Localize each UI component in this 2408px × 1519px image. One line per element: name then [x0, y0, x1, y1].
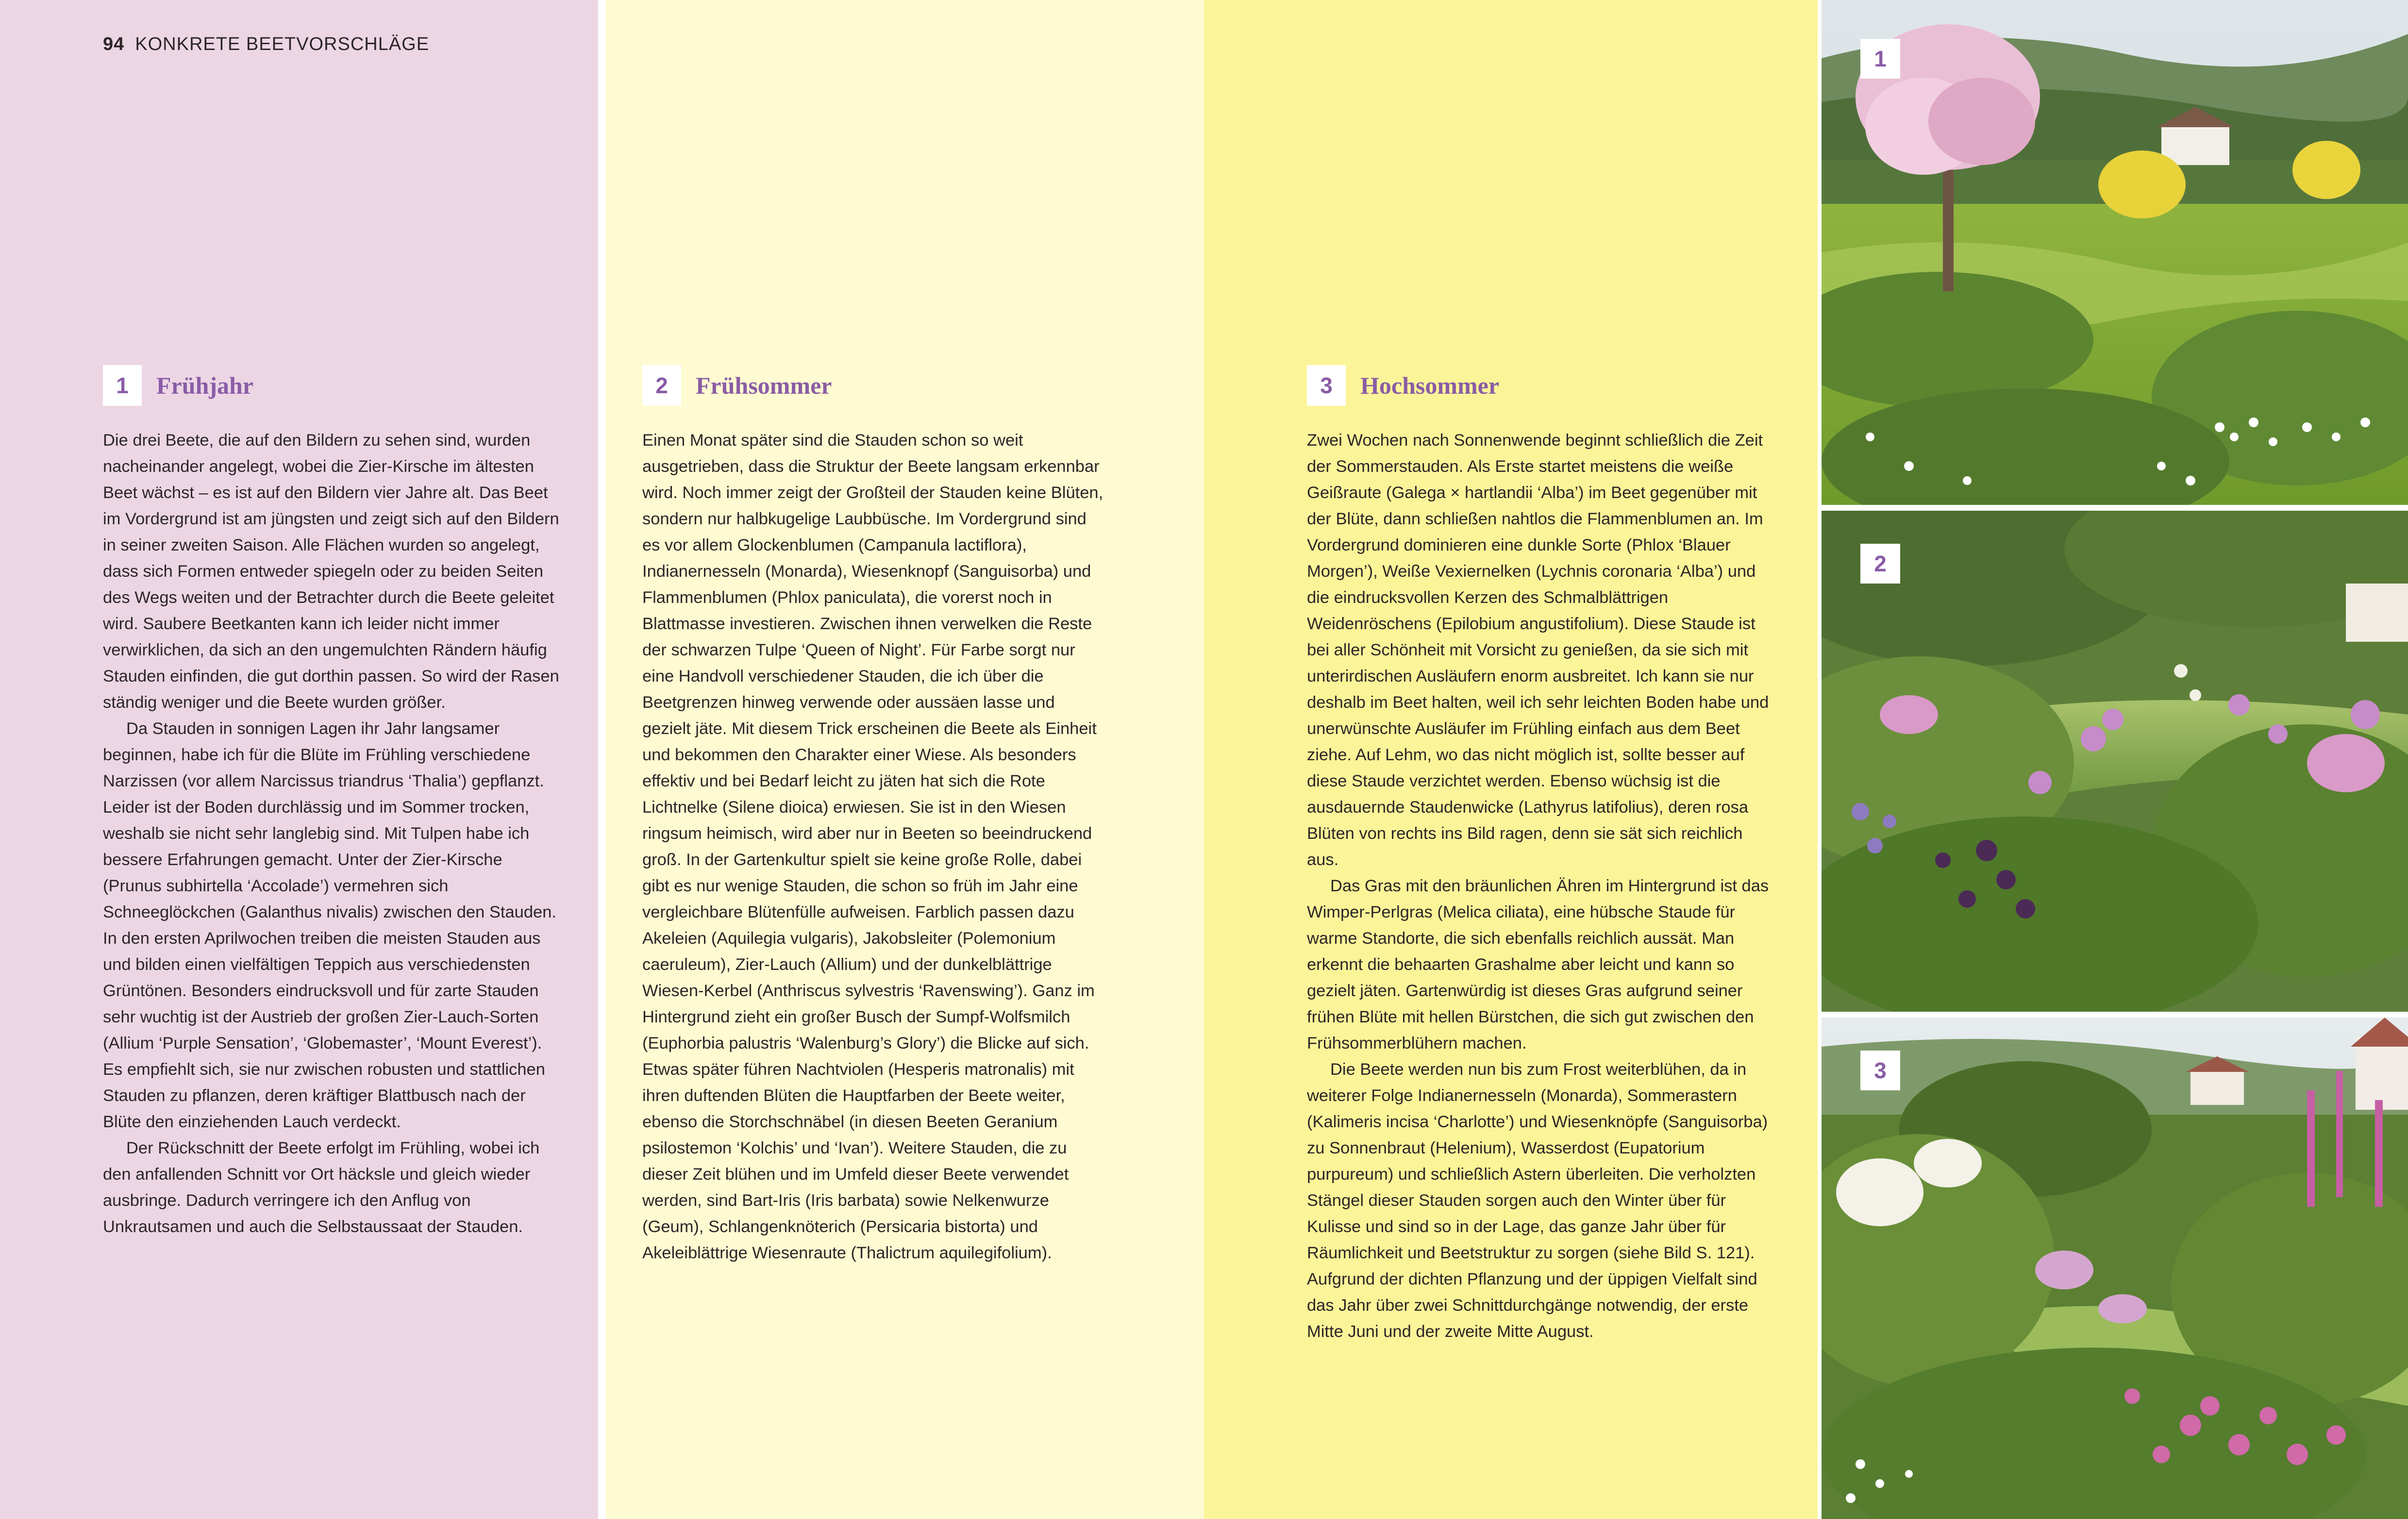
section-title: Frühjahr — [156, 372, 253, 399]
paragraph: Die drei Beete, die auf den Bildern zu sehen sind, wurden nacheinander angelegt, wobei die Zier-Kirsche im ältesten Beet wächst – es ist auf den Bildern vier Jahre alt. Das Beet im Vordergrund ist am jüngsten und zeigt sich auf den Bildern in seiner zweiten Saison. Alle Flächen wurden so angelegt, dass sich Formen entweder spiegeln oder zu beiden Seiten des Wegs weiten und der Betrachter durch die Beete geleitet wird. Saubere Beetkanten kann ich leider nicht immer verwirklichen, da sich an den ungemulchten Rändern häufig Stauden einfinden, die gut dorthin passen. So wird der Rasen ständig weniger und die Beete wurden größer. — [103, 431, 559, 712]
garden-photo-illustration — [1822, 0, 2408, 505]
column-divider — [598, 0, 606, 1519]
section-number-badge: 2 — [642, 365, 681, 406]
page-number: 94 — [103, 34, 125, 54]
paragraph: Da Stauden in sonnigen Lagen ihr Jahr langsamer beginnen, habe ich für die Blüte im Frühling verschiedene Narzissen (vor allem Narcissus triandrus ‘Thalia’) gepflanzt. Leider ist der Boden durchlässig und im Sommer trocken, weshalb sie nicht sehr langlebig sind. Mit Tulpen habe ich bessere Erfahrungen gemacht. Unter der Zier-Kirsche (Prunus subhirtella ‘Accolade’) vermehren sich Schneeglöckchen (Galanthus nivalis) zwischen den Stauden. In den ersten Aprilwochen treiben die meisten Stauden aus und bilden einen vielfältigen Teppich aus verschiedensten Grüntönen. Besonders eindrucksvoll und für zarte Stauden sehr wuchtig ist der Austrieb der großen Zier-Lauch-Sorten (Allium ‘Purple Sensation’, ‘Globemaster’, ‘Mount Everest’). Es empfiehlt sich, sie nur zwischen robusten und stattlichen Stauden zu pflanzen, deren kräftiger Blattbusch nach der Blüte den einziehenden Lauch verdeckt. — [103, 719, 556, 1131]
section-heading-spring — [103, 365, 253, 406]
section-heading-high-summer — [1307, 365, 1499, 406]
photo-number-badge: 1 — [1860, 39, 1900, 79]
paragraph: Zwei Wochen nach Sonnenwende beginnt schließlich die Zeit der Sommerstauden. Als Erste startet meistens die weiße Geißraute (Galega × hartlandii ‘Alba’) im Beet gegenüber mit der Blüte, dann schließen nahtlos die Flammenblumen an. Im Vordergrund dominieren eine dunkle Sorte (Phlox ‘Blauer Morgen’), Weiße Vexiernelken (Lychnis coronaria ‘Alba’) und die eindrucksvollen Kerzen des Schmalblättrigen Weidenröschens (Epilobium angustifolium). Diese Staude ist bei aller Schönheit mit Vorsicht zu genießen, da sie sich mit unterirdischen Ausläufern enorm ausbreitet. Ich kann sie nur deshalb im Beet halten, weil ich sehr leichten Boden habe und unerwünschte Ausläufer im Frühling einfach aus dem Beet ziehe. Auf Lehm, wo das nicht möglich ist, sollte besser auf diese Staude verzichtet werden. Ebenso wüchsig ist die ausdauernde Staudenwicke (Lathyrus latifolius), deren rosa Blüten von rechts ins Bild ragen, denn sie sät sich reichlich aus. — [1307, 431, 1769, 869]
section-title: Frühsommer — [696, 372, 832, 399]
section-text-high-summer — [1307, 427, 1769, 1345]
garden-photo-illustration — [1822, 1018, 2408, 1519]
photo-number-badge: 3 — [1860, 1051, 1900, 1090]
paragraph: Die Beete werden nun bis zum Frost weiterblühen, da in weiterer Folge Indianernesseln (Monarda), Sommerastern (Kalimeris incisa ‘Charlotte’) und Wiesenknöpfe (Sanguisorba) zu Sonnenbraut (Helenium), Wasserdost (Eupatorium purpureum) und schließlich Astern überleiten. Die verholzten Stängel dieser Stauden sorgen auch den Winter über für Kulisse und sind so in der Lage, das ganze Jahr über für Räumlichkeit und Beetstruktur zu sorgen (siehe Bild S. 121). Aufgrund der dichten Pflanzung und der üppigen Vielfalt sind das Jahr über zwei Schnittdurchgänge notwendig, der erste Mitte Juni und der zweite Mitte August. — [1307, 1060, 1768, 1341]
section-number-badge: 1 — [103, 365, 142, 406]
section-heading-early-summer — [642, 365, 832, 406]
section-text-early-summer — [642, 427, 1104, 1266]
column-divider — [1818, 0, 1822, 1519]
running-head-title: KONKRETE BEETVORSCHLÄGE — [135, 34, 430, 54]
photo-spring-garden — [1822, 0, 2408, 505]
garden-photo-illustration — [1822, 511, 2408, 1012]
photo-early-summer-garden — [1822, 511, 2408, 1012]
section-text-spring — [103, 427, 564, 1240]
photo-high-summer-garden — [1822, 1018, 2408, 1519]
photo-column — [1822, 0, 2408, 1519]
section-title: Hochsommer — [1360, 372, 1500, 399]
photo-number-badge: 2 — [1860, 544, 1900, 584]
paragraph: Das Gras mit den bräunlichen Ähren im Hintergrund ist das Wimper-Perlgras (Melica ciliata), eine hübsche Staude für warme Standorte, die sich ebenfalls reichlich aussät. Man erkennt die behaarten Grashalme aber leicht und kann so gezielt jäten. Gartenwürdig ist dieses Gras aufgrund seiner frühen Blüte mit hellen Bürstchen, die sich gut zwischen den Frühsommerblühern machen. — [1307, 877, 1769, 1052]
section-number-badge: 3 — [1307, 365, 1346, 406]
running-head — [103, 34, 429, 55]
paragraph: Der Rückschnitt der Beete erfolgt im Frühling, wobei ich den anfallenden Schnitt vor Ort häcksle und gleich wieder ausbringe. Dadurch verringere ich den Anflug von Unkrautsamen und auch die Selbstaussaat der Stauden. — [103, 1139, 540, 1236]
paragraph: Einen Monat später sind die Stauden schon so weit ausgetrieben, dass die Struktur der Beete langsam erkennbar wird. Noch immer zeigt der Großteil der Stauden keine Blüten, sondern nur halbkugelige Laubbüsche. Im Vordergrund sind es vor allem Glockenblumen (Campanula lactiflora), Indianernesseln (Monarda), Wiesenknopf (Sanguisorba) und Flammenblumen (Phlox paniculata), die vorerst noch in Blattmasse investieren. Zwischen ihnen verwelken die Reste der schwarzen Tulpe ‘Queen of Night’. Für Farbe sorgt nur eine Handvoll verschiedener Stauden, die ich über die Beetgrenzen hinweg verwende oder aussäen lasse und gezielt jäte. Mit diesem Trick erscheinen die Beete als Einheit und bekommen den Charakter einer Wiese. Als besonders effektiv und bei Bedarf leicht zu jäten hat sich die Rote Lichtnelke (Silene dioica) erwiesen. Sie ist in den Wiesen ringsum heimisch, wird aber nur in Beeten so beeindruckend groß. In der Gartenkultur spielt sie keine große Rolle, dabei gibt es nur wenige Stauden, die schon so früh im Jahr eine vergleichbare Blütenfülle aufweisen. Farblich passen dazu Akeleien (Aquilegia vulgaris), Jakobsleiter (Polemonium caeruleum), Zier-Lauch (Allium) und der dunkelblättrige Wiesen-Kerbel (Anthriscus sylvestris ‘Ravenswing’). Ganz im Hintergrund zieht ein großer Busch der Sumpf-Wolfsmilch (Euphorbia palustris ‘Walenburg’s Glory’) die Blicke auf sich. Etwas später führen Nachtviolen (Hesperis matronalis) mit ihren duftenden Blüten die Hauptfarben der Beete weiter, ebenso die Storchschnäbel (in diesen Beeten Geranium psilostemon ‘Kolchis’ und ‘Ivan’). Weitere Stauden, die zu dieser Zeit blühen und im Umfeld dieser Beete verwendet werden, sind Bart-Iris (Iris barbata) sowie Nelkenwurze (Geum), Schlangenknöterich (Persicaria bistorta) und Akeleiblättrige Wiesenraute (Thalictrum aquilegifolium). — [642, 431, 1104, 1262]
